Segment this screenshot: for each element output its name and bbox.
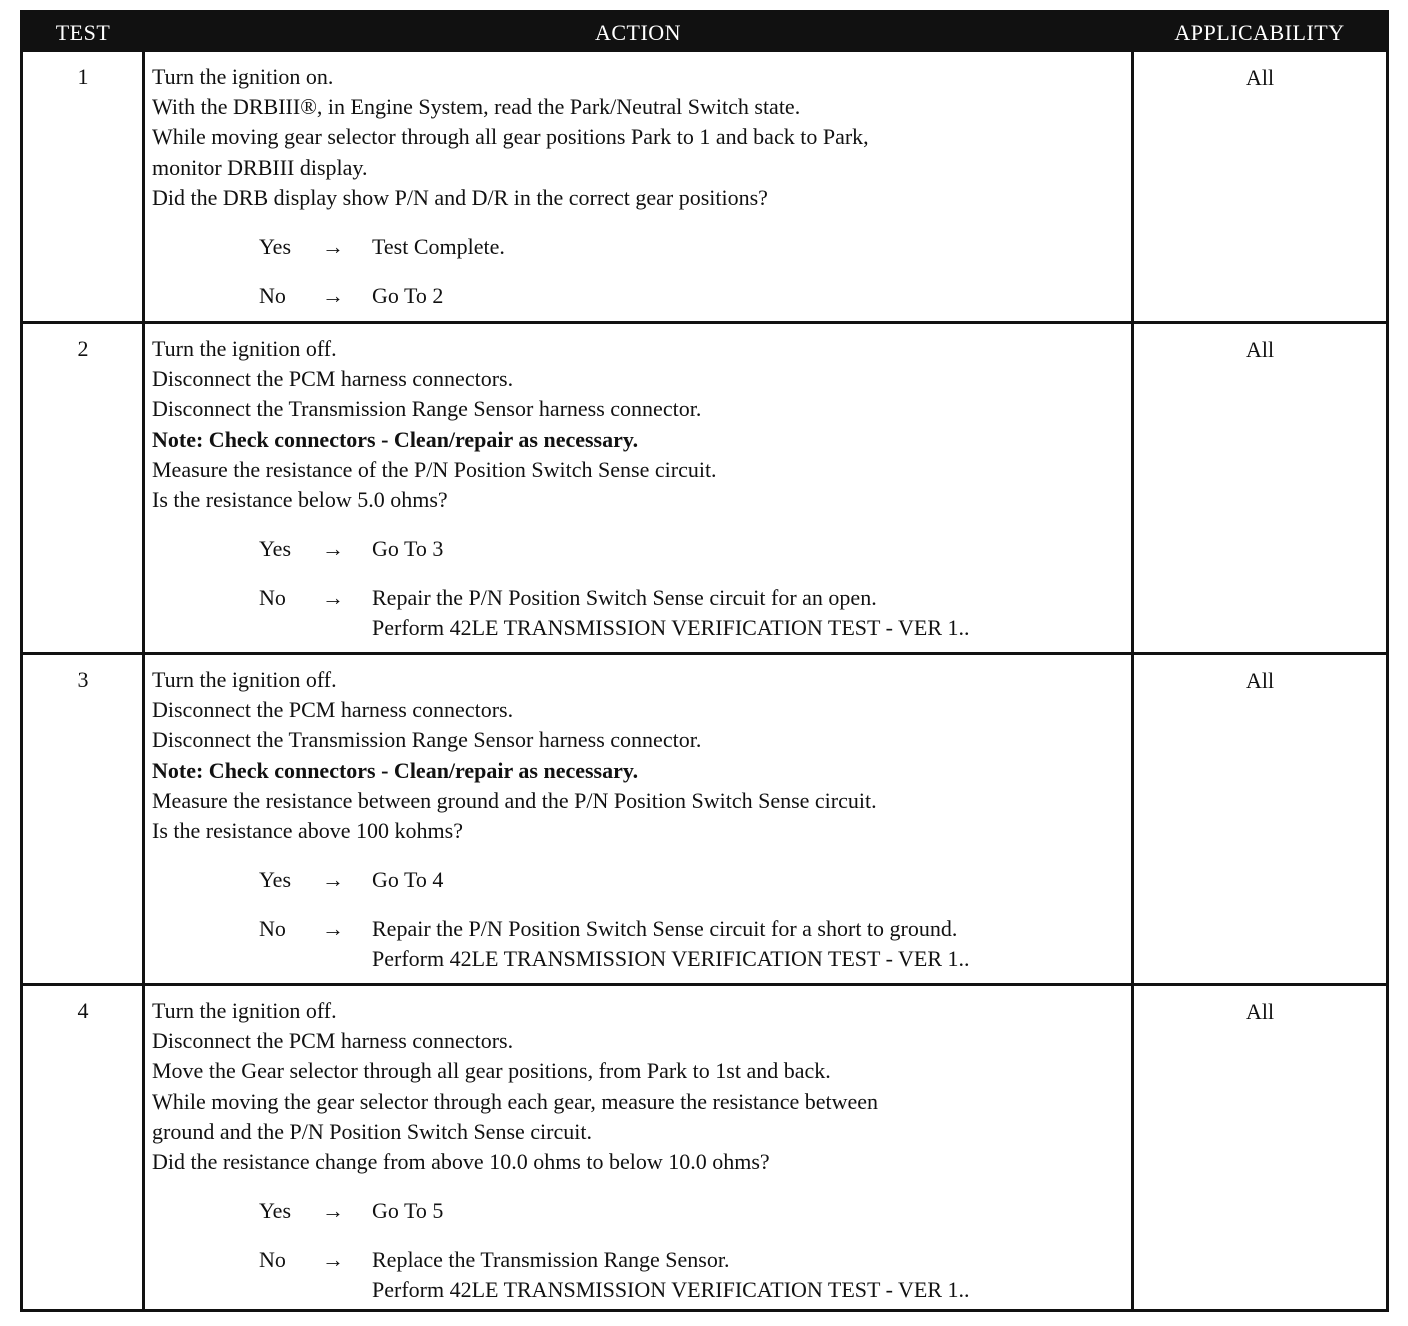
right-arrow-icon: → bbox=[322, 536, 344, 562]
note-text: Note: Check connectors - Clean/repair as necessary. bbox=[152, 757, 639, 783]
result-line: Go To 3 bbox=[372, 536, 444, 562]
no-branch bbox=[152, 914, 1127, 974]
yes-label: Yes bbox=[259, 1198, 292, 1224]
step-text: Measure the resistance of the P/N Position Switch Sense circuit. bbox=[152, 456, 717, 482]
right-arrow-icon: → bbox=[322, 234, 344, 260]
applicability-value: All bbox=[1245, 337, 1275, 362]
yes-branch bbox=[152, 1196, 1127, 1226]
yes-result bbox=[372, 865, 443, 895]
no-result bbox=[372, 1245, 970, 1305]
test-row-4 bbox=[23, 986, 1386, 1309]
test-number: 4 bbox=[77, 998, 89, 1023]
step-text: Disconnect the PCM harness connectors. bbox=[152, 1028, 514, 1054]
test-row-2 bbox=[23, 324, 1386, 655]
step-text: With the DRBIII®, in Engine System, read the Park/Neutral Switch state. bbox=[152, 94, 801, 120]
yes-branch bbox=[152, 534, 1127, 564]
header-test: TEST bbox=[55, 20, 111, 45]
step-text: Turn the ignition on. bbox=[152, 64, 334, 89]
action-cell bbox=[152, 334, 1127, 643]
question-text: Did the DRB display show P/N and D/R in the correct gear positions? bbox=[152, 184, 768, 210]
no-label: No bbox=[259, 916, 286, 942]
yes-result bbox=[372, 1196, 443, 1226]
no-branch bbox=[152, 281, 1127, 311]
no-label: No bbox=[259, 1247, 286, 1273]
yes-label: Yes bbox=[259, 234, 292, 260]
no-label: No bbox=[259, 585, 286, 611]
step-text: Move the Gear selector through all gear positions, from Park to 1st and back. bbox=[152, 1058, 831, 1084]
test-number: 2 bbox=[77, 336, 89, 361]
step-text: ground and the P/N Position Switch Sense circuit. bbox=[152, 1118, 592, 1144]
right-arrow-icon: → bbox=[322, 283, 344, 309]
result-line: Perform 42LE TRANSMISSION VERIFICATION TEST - VER 1.. bbox=[372, 615, 970, 641]
result-line: Go To 4 bbox=[372, 867, 444, 893]
result-line: Repair the P/N Position Switch Sense circuit for a short to ground. bbox=[372, 916, 958, 942]
yes-result bbox=[372, 534, 443, 564]
applicability-value: All bbox=[1245, 668, 1275, 693]
step-text: Disconnect the PCM harness connectors. bbox=[152, 366, 514, 392]
step-text: Turn the ignition off. bbox=[152, 667, 337, 692]
right-arrow-icon: → bbox=[322, 867, 344, 893]
yes-branch bbox=[152, 232, 1127, 262]
right-arrow-icon: → bbox=[322, 585, 344, 611]
action-cell bbox=[152, 62, 1127, 311]
test-number: 3 bbox=[77, 667, 89, 692]
step-text: While moving gear selector through all gear positions Park to 1 and back to Park, bbox=[152, 124, 869, 150]
no-label: No bbox=[259, 283, 286, 309]
yes-label: Yes bbox=[259, 536, 292, 562]
diagnostic-test-table bbox=[20, 10, 1389, 1312]
right-arrow-icon: → bbox=[322, 916, 344, 942]
question-text: Is the resistance below 5.0 ohms? bbox=[152, 487, 448, 513]
question-text: Did the resistance change from above 10.0 ohms to below 10.0 ohms? bbox=[152, 1149, 770, 1175]
applicability-value: All bbox=[1245, 999, 1275, 1024]
right-arrow-icon: → bbox=[322, 1198, 344, 1224]
result-line: Go To 5 bbox=[372, 1198, 444, 1224]
note-text: Note: Check connectors - Clean/repair as necessary. bbox=[152, 426, 639, 452]
step-text: Disconnect the Transmission Range Sensor harness connector. bbox=[152, 396, 702, 422]
right-arrow-icon: → bbox=[322, 1247, 344, 1273]
yes-result bbox=[372, 232, 505, 262]
step-text: Disconnect the PCM harness connectors. bbox=[152, 697, 514, 723]
no-branch bbox=[152, 583, 1127, 643]
no-branch bbox=[152, 1245, 1127, 1305]
result-line: Replace the Transmission Range Sensor. bbox=[372, 1247, 730, 1273]
result-line: Repair the P/N Position Switch Sense circuit for an open. bbox=[372, 585, 877, 611]
table-header-row bbox=[23, 13, 1386, 52]
test-number: 1 bbox=[77, 64, 89, 89]
yes-branch bbox=[152, 865, 1127, 895]
no-result bbox=[372, 914, 970, 974]
step-text: monitor DRBIII display. bbox=[152, 154, 368, 180]
question-text: Is the resistance above 100 kohms? bbox=[152, 818, 463, 844]
step-text: Turn the ignition off. bbox=[152, 336, 337, 361]
step-text: Turn the ignition off. bbox=[152, 998, 337, 1023]
test-row-1 bbox=[23, 52, 1386, 324]
result-line: Perform 42LE TRANSMISSION VERIFICATION TEST - VER 1.. bbox=[372, 946, 970, 972]
header-applicability: APPLICABILITY bbox=[1174, 20, 1345, 45]
action-cell bbox=[152, 996, 1127, 1305]
action-cell bbox=[152, 665, 1127, 974]
yes-label: Yes bbox=[259, 867, 292, 893]
result-line: Perform 42LE TRANSMISSION VERIFICATION TEST - VER 1.. bbox=[372, 1277, 970, 1303]
test-row-3 bbox=[23, 655, 1386, 986]
no-result bbox=[372, 281, 443, 311]
result-line: Test Complete. bbox=[372, 234, 505, 260]
applicability-value: All bbox=[1245, 65, 1275, 90]
step-text: Measure the resistance between ground and the P/N Position Switch Sense circuit. bbox=[152, 787, 877, 813]
step-text: While moving the gear selector through each gear, measure the resistance between bbox=[152, 1088, 879, 1114]
no-result bbox=[372, 583, 970, 643]
step-text: Disconnect the Transmission Range Sensor harness connector. bbox=[152, 727, 702, 753]
result-line: Go To 2 bbox=[372, 283, 444, 309]
header-action: ACTION bbox=[594, 20, 682, 45]
